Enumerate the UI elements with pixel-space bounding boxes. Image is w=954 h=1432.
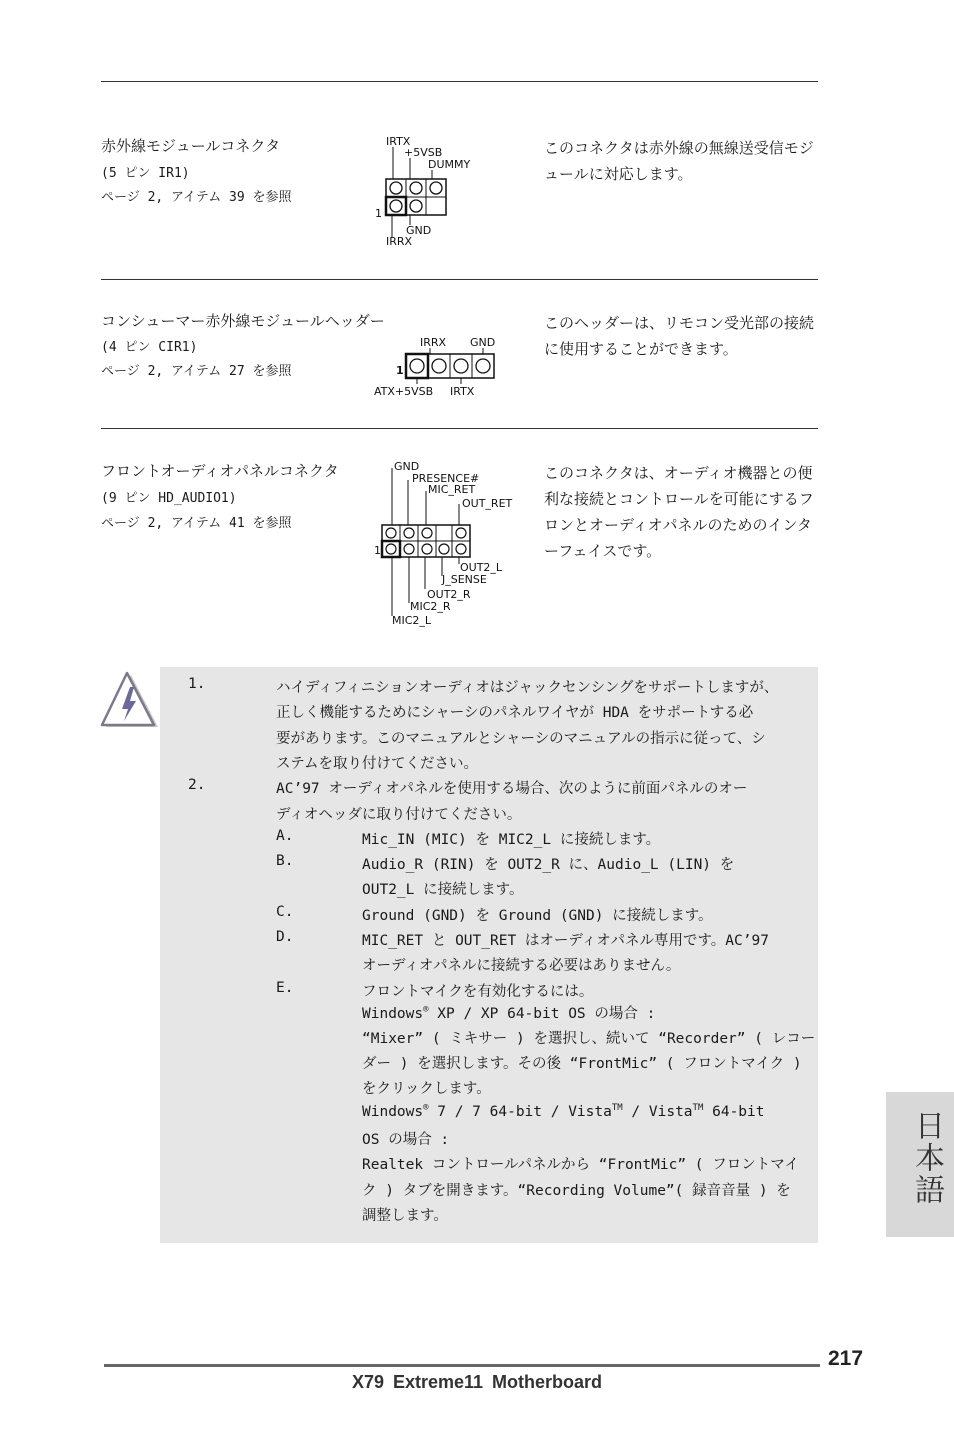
diagram-label: GND xyxy=(470,336,496,349)
diagram-label: IRRX xyxy=(386,235,413,248)
note-win7-steps: Realtek コントロールパネルから “FrontMic” ( フロントマイ xyxy=(362,1157,799,1173)
text: Windows xyxy=(362,1006,424,1022)
diagram-label: ATX+5VSB xyxy=(374,385,434,398)
section-ref: ページ 2, アイテム 39 を参照 xyxy=(101,190,292,205)
note-text: ステムを取り付けてください。 xyxy=(276,755,478,772)
text: / Vista xyxy=(622,1103,693,1120)
diagram-label: GND xyxy=(406,224,432,237)
registered-mark: ® xyxy=(423,1005,429,1016)
note-sub-letter: B. xyxy=(276,853,294,870)
diagram-label: MIC_RET xyxy=(428,483,476,496)
section-description: このコネクタは赤外線の無線送受信モジュールに対応します。 xyxy=(544,139,814,183)
note-xp-steps: ダー ) を選択します。その後 “FrontMic” ( フロントマイク ) xyxy=(362,1056,802,1072)
note-win7-steps: ク ) タブを開きます。“Recording Volume”( 録音音量 ) を xyxy=(362,1183,791,1199)
diagram-label: IRTX xyxy=(386,135,411,148)
section-description: このコネクタは、オーディオ機器との便利な接続とコントロールを可能にするフロンとオーディオパネルのためのインターフェイスです。 xyxy=(544,464,814,560)
text: 7 / 7 64-bit / Vista xyxy=(428,1103,612,1120)
section-pin-info: (9 ピン HD_AUDIO1) xyxy=(101,491,237,506)
note-xp-steps: をクリックします。 xyxy=(362,1081,491,1097)
diagram-label: GND xyxy=(394,460,420,473)
diagram-label: 1 xyxy=(374,544,381,557)
note-sub-letter: E. xyxy=(276,979,294,996)
note-number: 1. xyxy=(188,676,206,692)
cir-header-diagram xyxy=(370,332,510,404)
diagram-label: DUMMY xyxy=(428,158,471,171)
section-divider xyxy=(101,279,818,280)
note-win7-os: OS の場合 : xyxy=(362,1132,450,1148)
diagram-label: 1 xyxy=(396,364,404,377)
diagram-label: PRESENCE# xyxy=(412,472,480,485)
note-sub-letter: D. xyxy=(276,929,294,945)
note-text: 正しく機能するためにシャーシのパネルワイヤが HDA をサポートする必 xyxy=(276,705,754,722)
note-windows-7 xyxy=(362,1103,765,1120)
section-pin-info: (5 ピン IR1) xyxy=(101,166,190,181)
page-number: 217 xyxy=(828,1347,864,1370)
note-xp-steps: “Mixer” ( ミキサー ) を選択し、続いて “Recorder” ( レコー xyxy=(362,1031,816,1047)
diagram-label: OUT2_R xyxy=(427,588,471,601)
note-text: AC’97 オーディオパネルを使用する場合、次のように前面パネルのオー xyxy=(276,781,748,798)
note-text: Ground (GND) を Ground (GND) に接続します。 xyxy=(362,907,713,924)
note-number: 2. xyxy=(188,777,206,794)
note-text: Audio_R (RIN) を OUT2_R に、Audio_L (LIN) を xyxy=(362,857,735,874)
side-tab-label: 日本語 xyxy=(909,1110,944,1206)
language-side-tab xyxy=(886,1092,954,1237)
section-title: コンシューマー赤外線モジュールヘッダー xyxy=(101,312,385,330)
section-divider xyxy=(101,428,818,429)
note-text: MIC_RET と OUT_RET はオーディオパネル専用です。AC’97 xyxy=(362,933,769,949)
diagram-label: IRRX xyxy=(420,336,447,349)
section-ref: ページ 2, アイテム 27 を参照 xyxy=(101,364,292,379)
note-text: フロントマイクを有効化するには。 xyxy=(362,983,594,1000)
text: 64-bit xyxy=(703,1103,765,1120)
note-text: ハイディフィニションオーディオはジャックセンシングをサポートしますが、 xyxy=(276,680,779,696)
trademark: TM xyxy=(692,1103,704,1113)
registered-mark: ® xyxy=(423,1103,429,1113)
diagram-label: MIC2_R xyxy=(410,600,451,613)
diagram-label: OUT_RET xyxy=(462,497,513,510)
footer-rule xyxy=(104,1364,820,1367)
note-windows-xp xyxy=(362,1002,655,1023)
diagram-label: 1 xyxy=(375,207,382,220)
top-rule xyxy=(101,81,818,82)
diagram-label: OUT2_L xyxy=(460,561,503,574)
ir-connector-diagram xyxy=(370,133,480,255)
section-title: フロントオーディオパネルコネクタ xyxy=(101,462,339,480)
note-text: オーディオパネルに接続する必要はありません。 xyxy=(362,958,681,975)
footer-title: X79 Extreme11 Motherboard xyxy=(351,1372,603,1392)
section-title: 赤外線モジュールコネクタ xyxy=(101,137,281,155)
note-win7-steps: 調整します。 xyxy=(362,1208,448,1224)
front-audio-diagram xyxy=(370,458,520,634)
trademark: TM xyxy=(611,1103,623,1113)
note-sub-letter: A. xyxy=(276,827,294,844)
text: Windows xyxy=(362,1103,424,1120)
diagram-label: MIC2_L xyxy=(392,614,432,627)
note-text: 要があります。このマニュアルとシャーシのマニュアルの指示に従って、シ xyxy=(276,730,766,747)
section-ref: ページ 2, アイテム 41 を参照 xyxy=(101,516,292,531)
note-sub-letter: C. xyxy=(276,903,294,920)
diagram-label: J_SENSE xyxy=(442,573,487,586)
warning-icon xyxy=(100,671,160,737)
note-text: Mic_IN (MIC) を MIC2_L に接続します。 xyxy=(362,831,661,848)
section-pin-info: (4 ピン CIR1) xyxy=(101,340,198,355)
note-text: ディオヘッダに取り付けてください。 xyxy=(276,806,522,823)
note-text: OUT2_L に接続します。 xyxy=(362,882,524,899)
section-description: このヘッダーは、リモコン受光部の接続に使用することができます。 xyxy=(544,314,815,358)
text: XP / XP 64-bit OS の場合 : xyxy=(428,1006,656,1022)
diagram-label: IRTX xyxy=(450,385,475,398)
diagram-label: +5VSB xyxy=(404,146,443,159)
